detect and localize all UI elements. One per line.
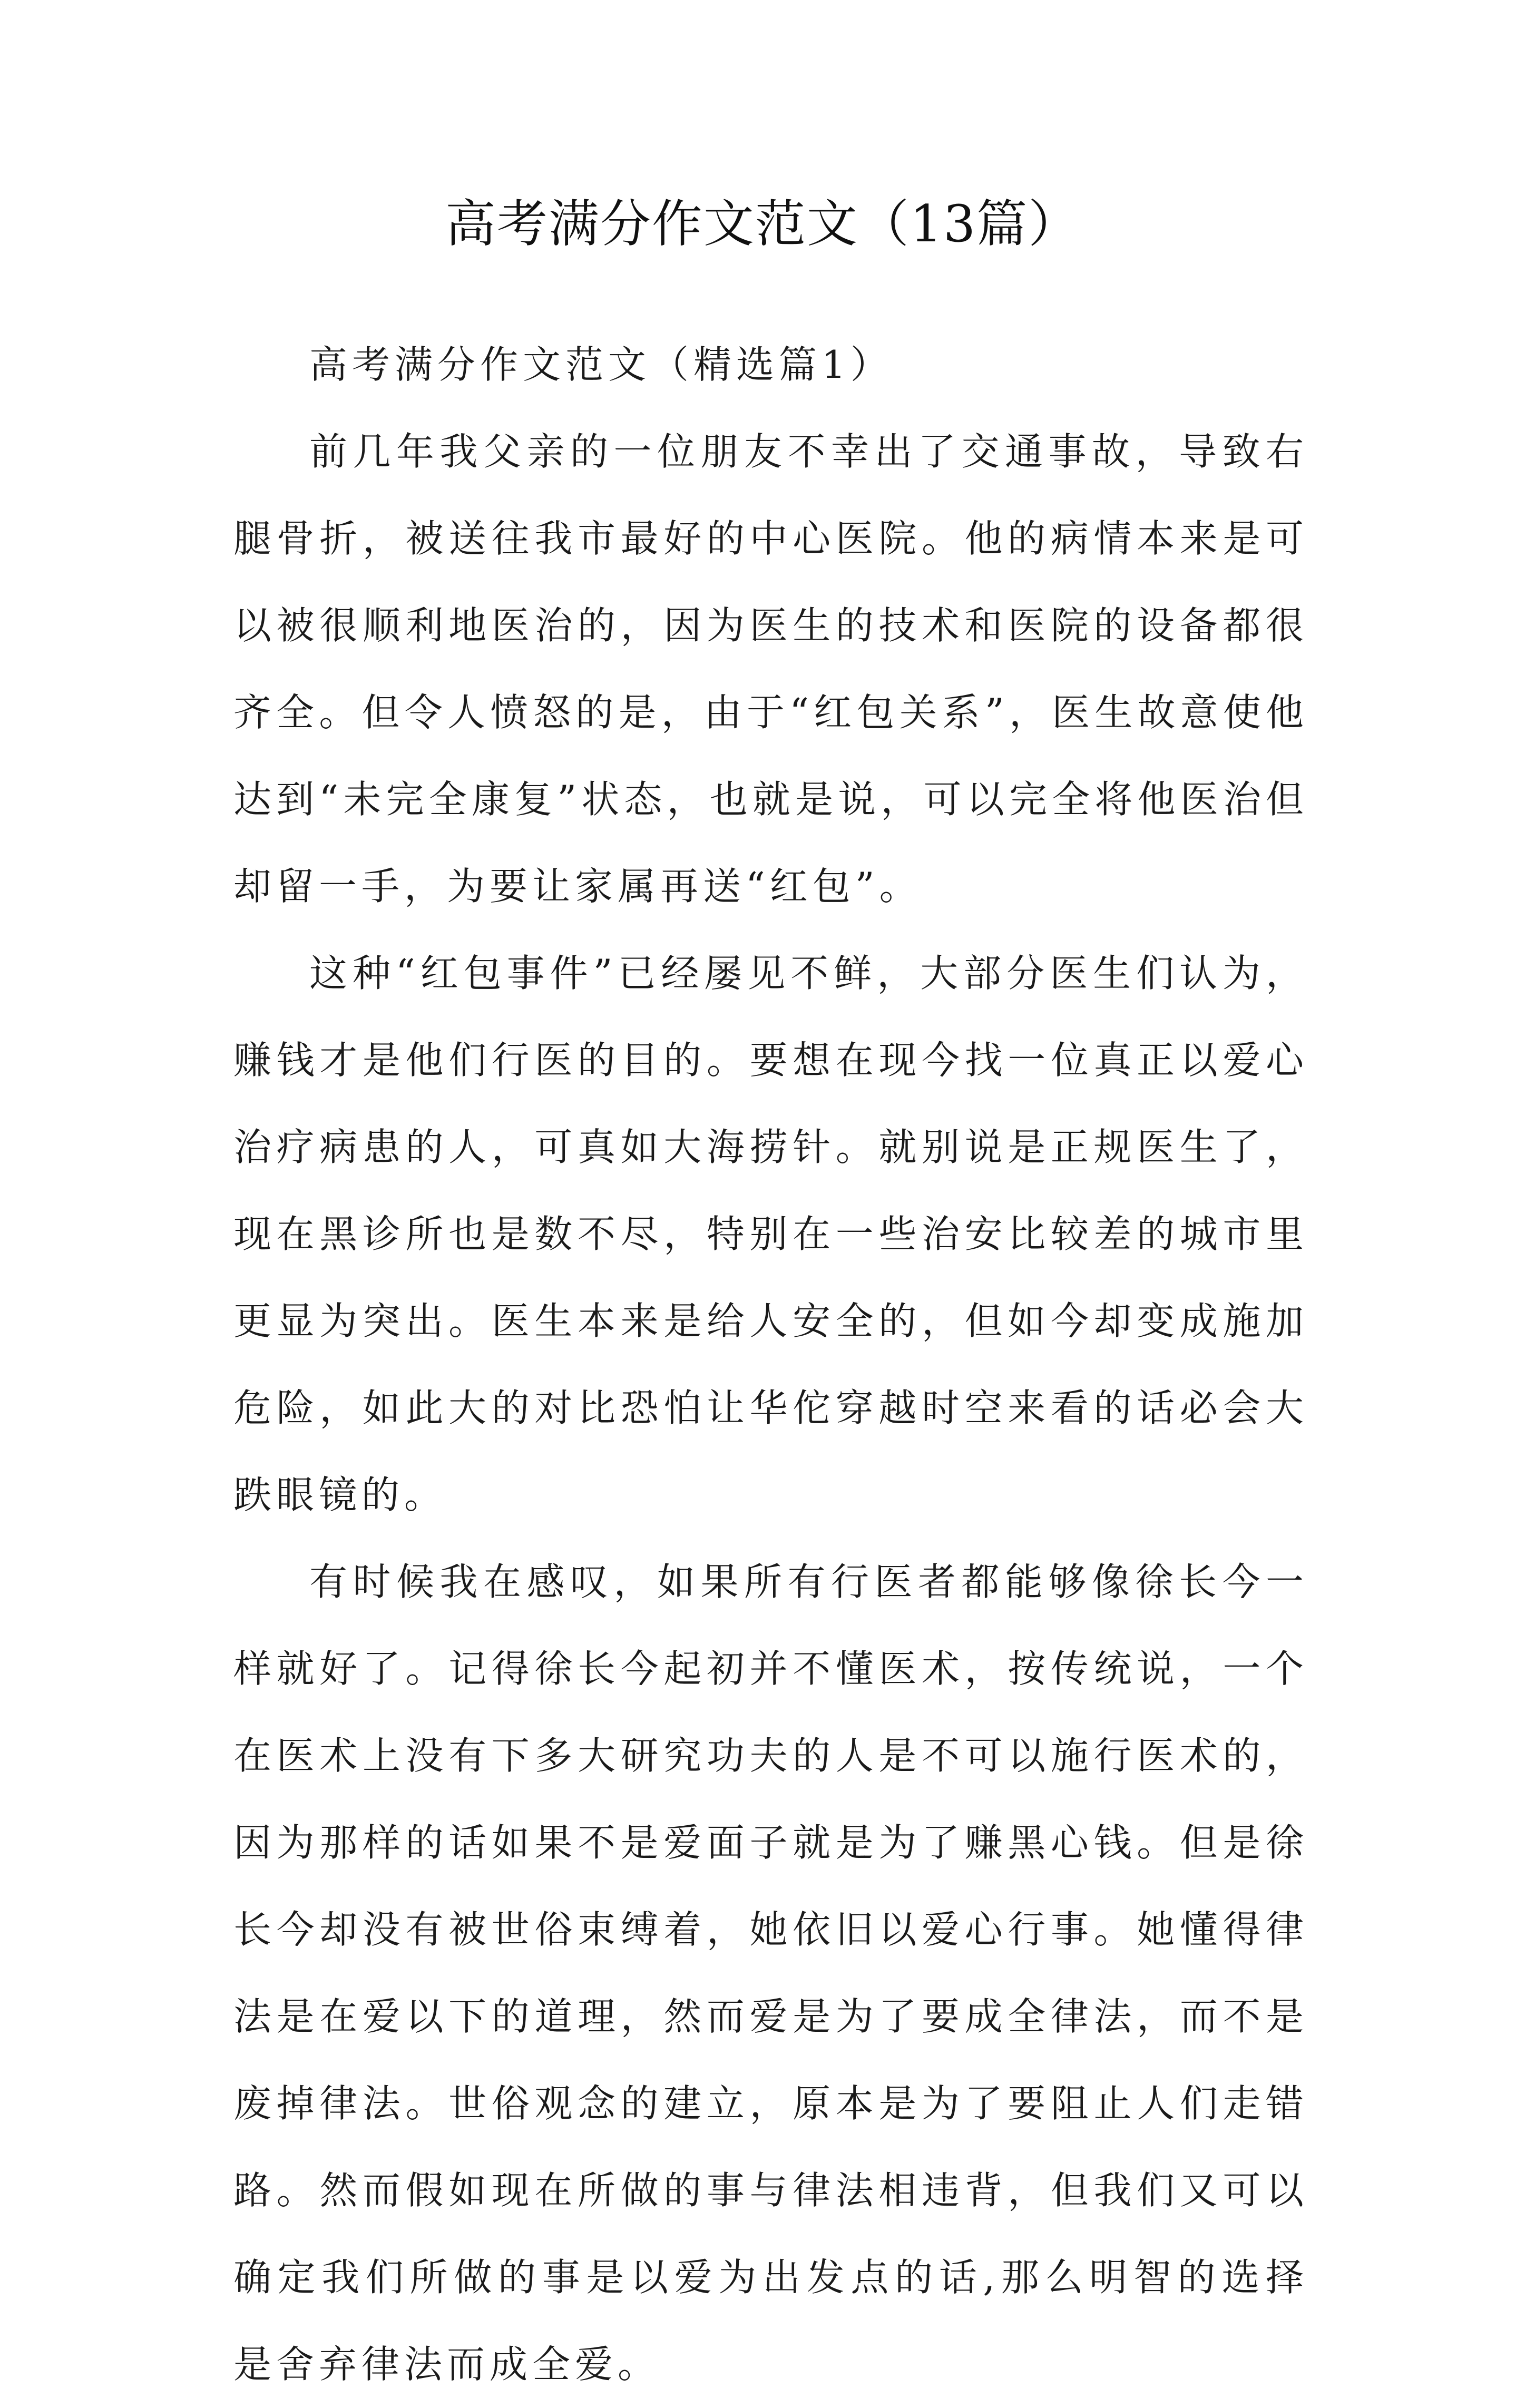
document-title: 高考满分作文范文（13篇） <box>445 194 1080 253</box>
section-heading: 高考满分作文范文（精选篇1） <box>309 342 893 387</box>
paragraph-3: 有时候我在感叹，如果所有行医者都能够像徐长今一样就好了。记得徐长今起初并不懂医术，按传统说，一个在医术上没有下多大研究功夫的人是不可以施行医术的，因为那样的话如果不是爱面子就是为了赚黑心钱。但是徐长今却没有被世俗束缚着，她依旧以爱心行事。她懂得律法是在爱以下的道理，然而爱是为了要成全律法，而不是废掉律法。世俗观念的建立，原本是为了要阻止人们走错路。然而假如现在所做的事与律法相违背，但我们又可以确定我们所做的事是以爱为出发点的话,那么明智的选择是舍弃律法而成全爱。 <box>233 1560 1308 2386</box>
paragraph-2: 这种“红包事件”已经屡见不鲜，大部分医生们认为，赚钱才是他们行医的目的。要想在现今找一位真正以爱心治疗病患的人，可真如大海捞针。就别说是正规医生了，现在黑诊所也是数不尽，特别在一些治安比较差的城市里更显为突出。医生本来是给人安全的，但如今却变成施加危险，如此大的对比恐怕让华佗穿越时空来看的话必会大跌眼镜的。 <box>233 951 1308 1517</box>
document-body <box>233 321 1308 2408</box>
paragraph-1: 前几年我父亲的一位朋友不幸出了交通事故，导致右腿骨折，被送往我市最好的中心医院。他的病情本来是可以被很顺利地医治的，因为医生的技术和医院的设备都很齐全。但令人愤怒的是，由于“红包关系”，医生故意使他达到“未完全康复”状态，也就是说，可以完全将他医治但却留一手，为要让家属再送“红包”。 <box>233 429 1308 908</box>
